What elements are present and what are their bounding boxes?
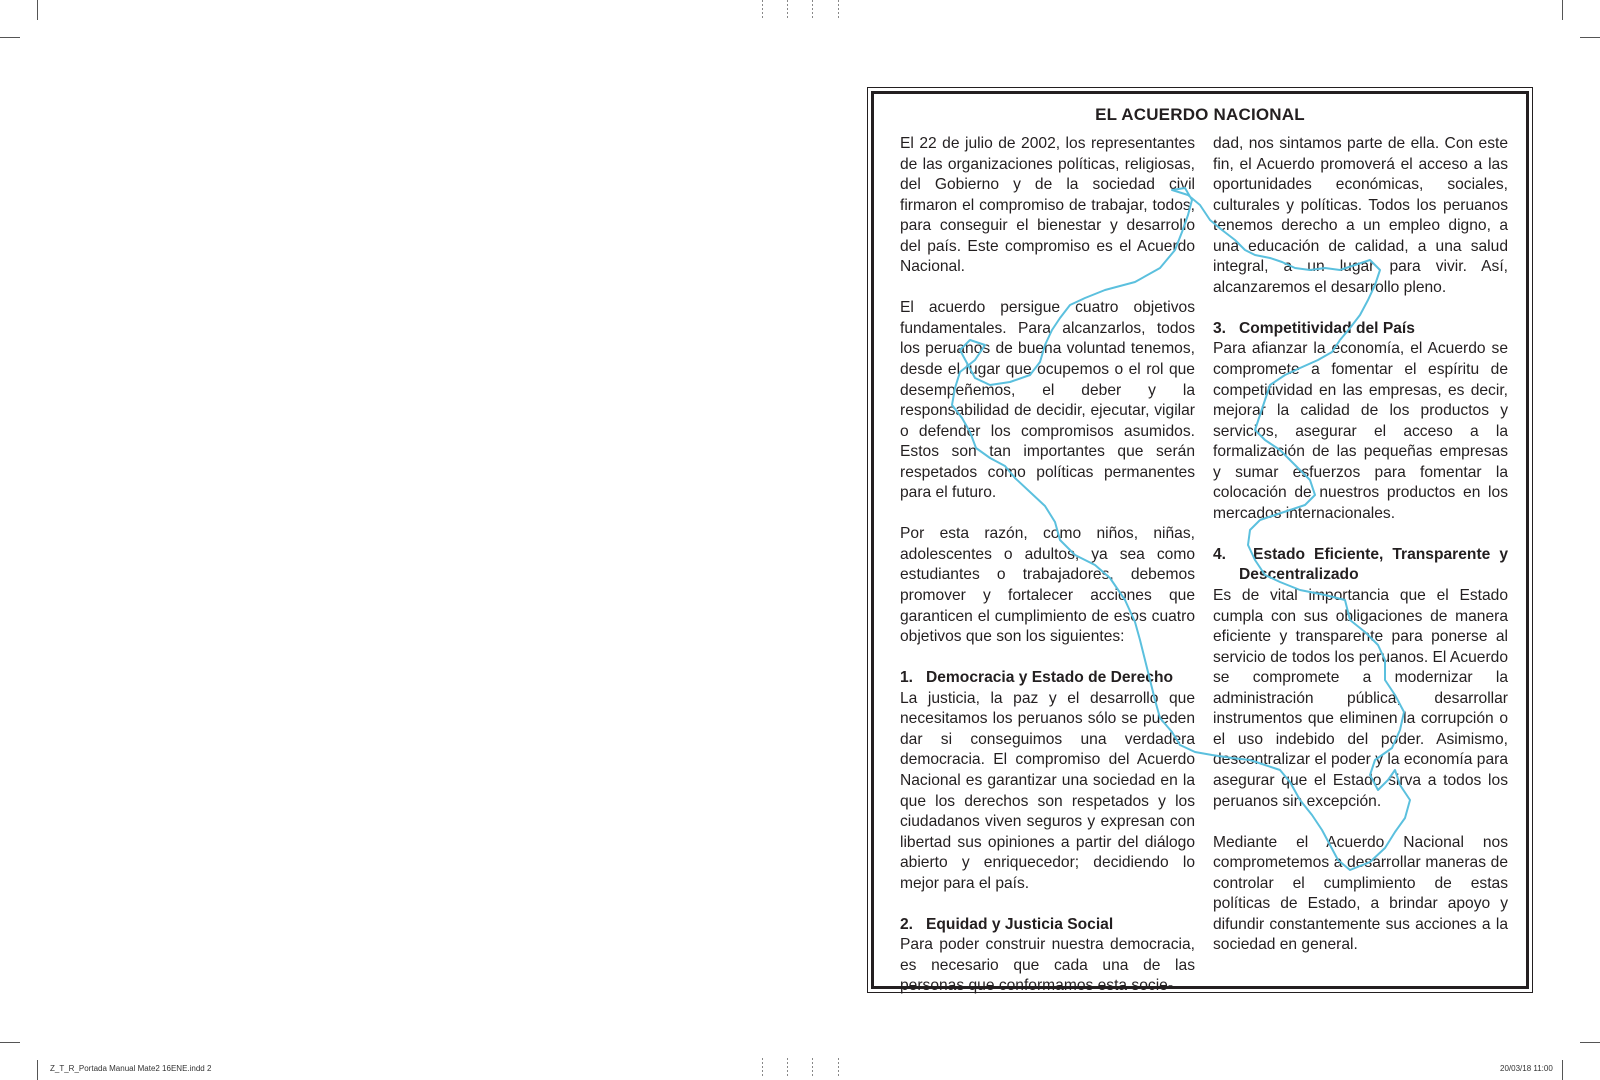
document-title: EL ACUERDO NACIONAL [1095, 105, 1305, 124]
section-heading: 3. Competitividad del País [1213, 319, 1415, 337]
paragraph: Mediante el Acuerdo Nacional nos comprometemos a desarrollar maneras de controlar el cumplimiento de estas políticas de Estado, a brindar apoyo y difundir constantemente sus acciones a la sociedad en general. [1213, 833, 1508, 954]
slug-filename: Z_T_R_Portada Manual Mate2 16ENE.indd 2 [50, 1064, 212, 1073]
paragraph: Para afianzar la economía, el Acuerdo se compromete a fomentar el espíritu de competitividad en las empresas, es decir, mejorar la calidad de los productos y servicios, asegurar el acceso a la formalización de las pequeñas empresas y sumar esfuerzos para fomentar la colocación de nuestros productos en los mercados internacionales. [1213, 340, 1508, 522]
registration-mark [838, 0, 839, 20]
paragraph: Es de vital importancia que el Estado cumpla con sus obligaciones de manera eficiente y transparente para ponerse al servicio de todos los peruanos. El Acuerdo se compromete a modernizar la administración pública, desarrollar instrumentos que eliminen la corrupción o el uso indebido del poder. Asimismo, descentralizar el poder y la economía para asegurar que el Estado sirva a todos los peruanos sin excepción. [1213, 587, 1508, 810]
document-frame-inner [871, 91, 1529, 995]
crop-mark [1580, 1042, 1600, 1043]
registration-mark [762, 1058, 763, 1078]
registration-mark [762, 0, 763, 20]
section-heading: 4. Estado Eficiente, Transparente y Descentralizado [1213, 545, 1513, 584]
paragraph: Para poder construir nuestra democracia, es necesario que cada una de las personas que conformamos esta socie- [900, 936, 1195, 995]
paragraph: dad, nos sintamos parte de ella. Con este fin, el Acuerdo promoverá el acceso a las oportunidades económicas, sociales, culturales y políticas. Todos los peruanos tenemos derecho a un empleo digno, a una educación de calidad, a una salud integral, a un lugar para vivir. Así, alcanzaremos el desarrollo pleno. [1213, 135, 1508, 296]
registration-mark [812, 0, 813, 20]
section-heading: 2. Equidad y Justicia Social [900, 915, 1114, 933]
section-heading: 1. Democracia y Estado de Derecho [900, 669, 1174, 687]
crop-mark [1562, 1060, 1563, 1080]
crop-mark [0, 37, 20, 38]
crop-mark [37, 1060, 38, 1080]
crop-mark [0, 1042, 20, 1043]
registration-mark [838, 1058, 839, 1078]
document-frame [867, 87, 1533, 993]
paragraph: La justicia, la paz y el desarrollo que necesitamos los peruanos sólo se pueden dar si conseguimos una verdadera democracia. El compromiso del Acuerdo Nacional es garantizar una sociedad en la que los derechos son respetados y los ciudadanos viven seguros y expresan con libertad sus opiniones a partir del diálogo abierto y enriquecedor; decidiendo lo mejor para el país. [900, 689, 1195, 892]
registration-mark [787, 1058, 788, 1078]
crop-mark [1580, 37, 1600, 38]
registration-mark [812, 1058, 813, 1078]
paragraph: El 22 de julio de 2002, los representantes de las organizaciones políticas, religiosas, del Gobierno y de la sociedad civil firmaron el compromiso de trabajar, todos, para conseguir el bienestar y desarrollo del país. Este compromiso es el Acuerdo Nacional. [900, 135, 1195, 276]
registration-mark [787, 0, 788, 20]
left-column [900, 134, 1195, 997]
paragraph: El acuerdo persigue cuatro objetivos fundamentales. Para alcanzarlos, todos los peruanos de buena voluntad tenemos, desde el lugar que ocupemos o el rol que desempeñemos, el deber y la responsabilidad de decidir, ejecutar, vigilar o defender los compromisos asumidos. Estos son tan importantes que serán respetados como políticas permanentes para el futuro. [900, 299, 1195, 502]
crop-mark [37, 0, 38, 20]
paragraph: Por esta razón, como niños, niñas, adolescentes o adultos, ya sea como estudiantes o trabajadores, debemos promover y fortalecer acciones que garanticen el cumplimiento de esos cuatro objetivos que son los siguientes: [900, 525, 1195, 646]
slug-timestamp: 20/03/18 11:00 [1500, 1064, 1553, 1073]
right-column [1213, 134, 1513, 956]
crop-mark [1562, 0, 1563, 20]
